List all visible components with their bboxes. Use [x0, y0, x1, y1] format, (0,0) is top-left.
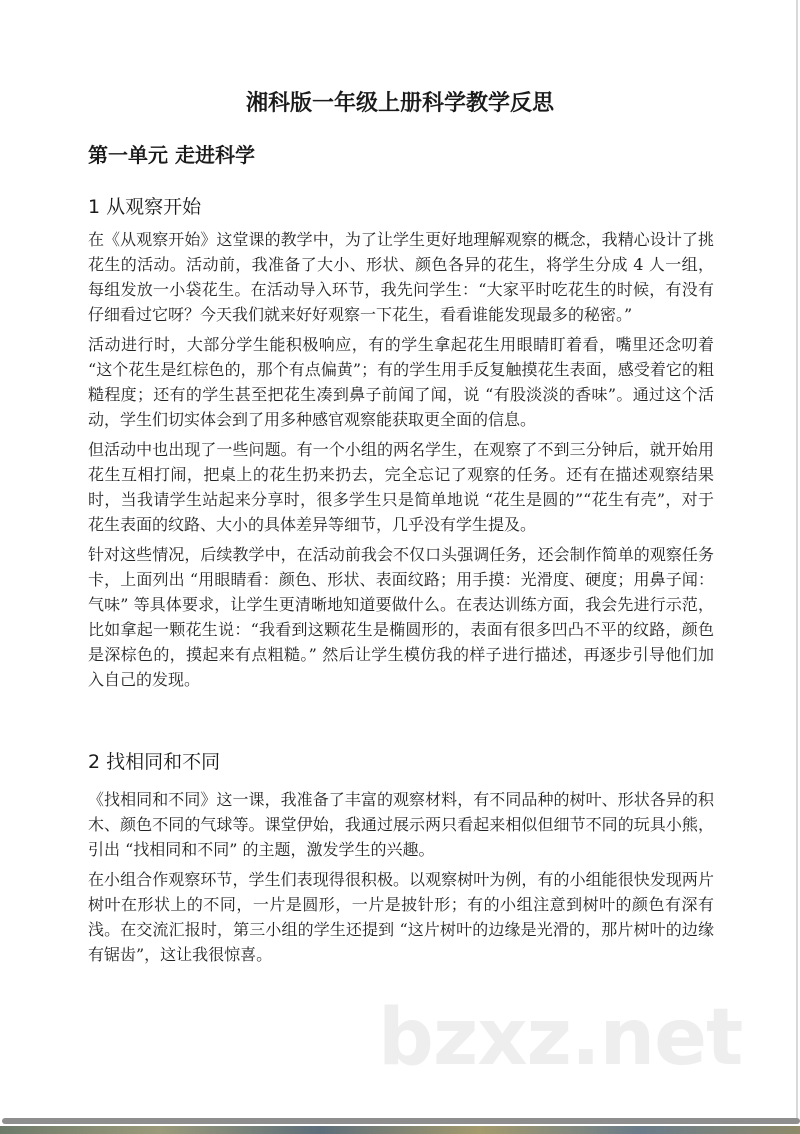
horizontal-scrollbar[interactable] — [2, 1118, 800, 1124]
section-heading: 1 从观察开始 — [88, 196, 202, 218]
background-strip — [0, 1126, 800, 1134]
paragraph: 《找相同和不同》这一课，我准备了丰富的观察材料，有不同品种的树叶、形状各异的积木、颜色不同的气球等。课堂伊始，我通过展示两只看起来相似但细节不同的玩具小熊，引出 “找相同和不同” 的主题，激发学生的兴趣。 — [88, 790, 714, 859]
section-body — [88, 227, 714, 697]
paragraph: 但活动中也出现了一些问题。有一个小组的两名学生，在观察了不到三分钟后，就开始用花生互相打闹，把桌上的花生扔来扔去，完全忘记了观察的任务。还有在描述观察结果时，当我请学生站起来分享时，很多学生只是简单地说 “花生是圆的”“花生有壳”，对于花生表面的纹路、大小的具体差异等细节，几乎没有学生提及。 — [88, 440, 714, 534]
section-body — [88, 787, 714, 972]
section-heading: 2 找相同和不同 — [88, 751, 221, 773]
document-title: 湘科版一年级上册科学教学反思 — [245, 91, 554, 116]
paragraph: 活动进行时，大部分学生能积极响应，有的学生拿起花生用眼睛盯着看，嘴里还念叨着 “这个花生是红棕色的，那个有点偏黄”；有的学生用手反复触摸花生表面，感受着它的粗糙程度；还有的学生甚至把花生凑到鼻子前闻了闻，说 “有股淡淡的香味”。通过这个活动，学生们切实体会到了用多种感官观察能获取更全面的信息。 — [88, 335, 714, 429]
paragraph: 在小组合作观察环节，学生们表现得很积极。以观察树叶为例，有的小组能很快发现两片树叶在形状上的不同，一片是圆形，一片是披针形；有的小组注意到树叶的颜色有深有浅。在交流汇报时，第三小组的学生还提到 “这片树叶的边缘是光滑的，那片树叶的边缘有锯齿”，这让我很惊喜。 — [88, 870, 714, 964]
watermark: bzxz.net — [378, 993, 743, 1083]
unit-heading: 第一单元 走进科学 — [88, 143, 255, 167]
paragraph: 针对这些情况，后续教学中，在活动前我会不仅口头强调任务，还会制作简单的观察任务卡，上面列出 “用眼睛看：颜色、形状、表面纹路；用手摸：光滑度、硬度；用鼻子闻：气味” 等具体要求，让学生更清晰地知道要做什么。在表达训练方面，我会先进行示范，比如拿起一颗花生说：“我看到这颗花生是椭圆形的，表面有很多凹凸不平的纹路，颜色是深棕色的，摸起来有点粗糙。” 然后让学生模仿我的样子进行描述，再逐步引导他们加入自己的发现。 — [88, 545, 714, 689]
paragraph: 在《从观察开始》这堂课的教学中，为了让学生更好地理解观察的概念，我精心设计了挑花生的活动。活动前，我准备了大小、形状、颜色各异的花生，将学生分成 4 人一组，每组发放一小袋花生。在活动导入环节，我先问学生：“大家平时吃花生的时候，有没有仔细看过它呀？今天我们就来好好观察一下花生，看看谁能发现最多的秘密。” — [88, 230, 714, 324]
